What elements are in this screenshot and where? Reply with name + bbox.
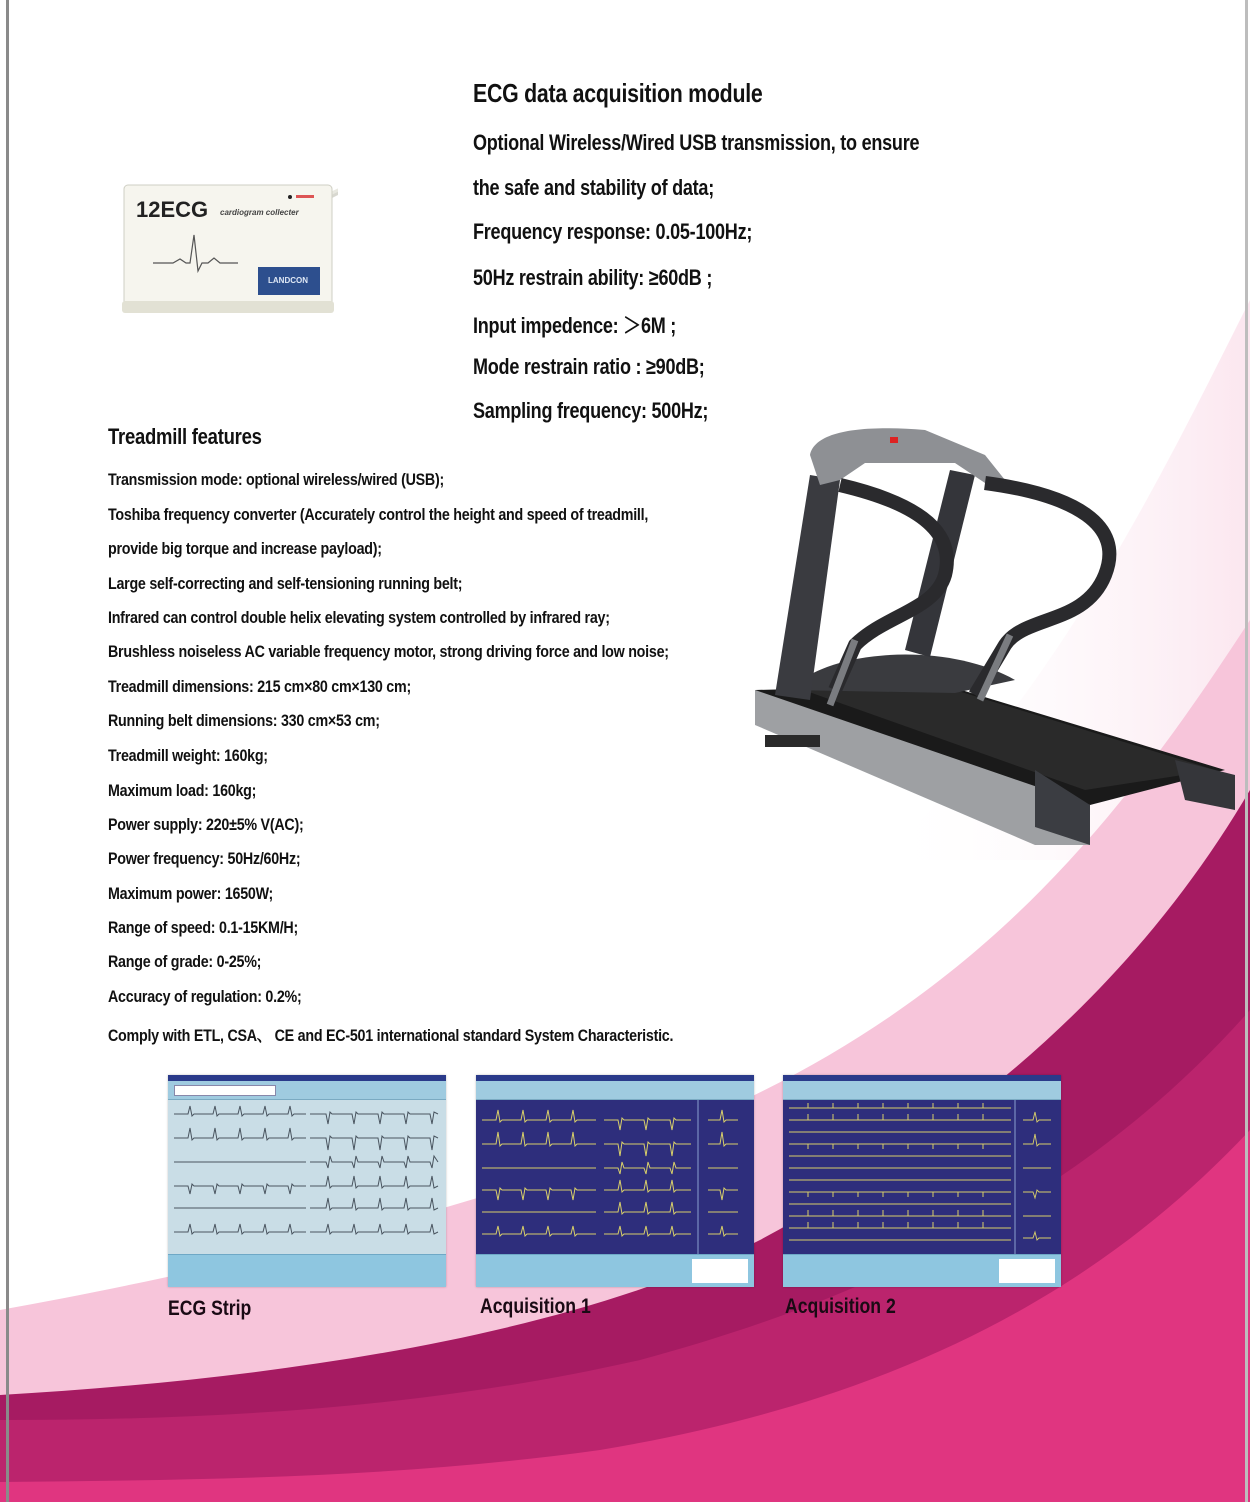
ecg-strip-screenshot [168, 1075, 446, 1287]
acquisition-2-screenshot [783, 1075, 1061, 1287]
ecg-spec-line: 50Hz restrain ability: ≥60dB ; [473, 265, 713, 290]
treadmill-image [745, 425, 1245, 855]
treadmill-feature-line: Range of grade: 0-25%; [108, 952, 262, 971]
treadmill-feature-line: Accuracy of regulation: 0.2%; [108, 987, 302, 1006]
treadmill-feature-line: Transmission mode: optional wireless/wired (USB); [108, 470, 444, 489]
treadmill-features-title: Treadmill features [108, 424, 262, 449]
ecg-device-image [118, 175, 338, 315]
device-brand-text: 12ECG [136, 197, 209, 222]
treadmill-feature-line: Infrared can control double helix elevating system controlled by infrared ray; [108, 608, 610, 627]
ecg-spec-line: Optional Wireless/Wired USB transmission, to ensure [473, 130, 920, 155]
treadmill-feature-line: Comply with ETL, CSA、 CE and EC-501 international standard System Characteristic. [108, 1026, 674, 1045]
treadmill-feature-line: Toshiba frequency converter (Accurately control the height and speed of treadmill, [108, 505, 649, 524]
right-border-line [1245, 0, 1248, 1502]
svg-text:cardiogram collecter: cardiogram collecter [220, 208, 299, 217]
treadmill-feature-line: Maximum load: 160kg; [108, 781, 257, 800]
treadmill-feature-line: Running belt dimensions: 330 cm×53 cm; [108, 711, 380, 730]
acquisition-1-screenshot [476, 1075, 754, 1287]
ecg-spec-line: Sampling frequency: 500Hz; [473, 398, 709, 423]
ecg-spec-line: the safe and stability of data; [473, 175, 714, 200]
ecg-strip-label: ECG Strip [168, 1297, 252, 1320]
treadmill-feature-line: Treadmill dimensions: 215 cm×80 cm×130 cm; [108, 677, 411, 696]
acquisition-2-label: Acquisition 2 [785, 1295, 896, 1318]
left-border-line [6, 0, 9, 1502]
ecg-spec-line: Frequency response: 0.05-100Hz; [473, 219, 753, 244]
ecg-spec-line: Input impedence: ＞6M ; [473, 313, 677, 338]
treadmill-feature-line: Large self-correcting and self-tensioning running belt; [108, 574, 463, 593]
treadmill-feature-line: Power frequency: 50Hz/60Hz; [108, 849, 301, 868]
treadmill-feature-line: Power supply: 220±5% V(AC); [108, 815, 304, 834]
treadmill-feature-line: Brushless noiseless AC variable frequency motor, strong driving force and low noise; [108, 642, 669, 661]
ecg-module-title: ECG data acquisition module [473, 78, 763, 108]
treadmill-feature-line: Range of speed: 0.1-15KM/H; [108, 918, 298, 937]
treadmill-feature-line: Maximum power: 1650W; [108, 884, 274, 903]
treadmill-feature-line: Treadmill weight: 160kg; [108, 746, 268, 765]
acquisition-1-label: Acquisition 1 [480, 1295, 591, 1318]
treadmill-feature-line: provide big torque and increase payload); [108, 539, 382, 558]
ecg-spec-line: Mode restrain ratio : ≥90dB; [473, 354, 705, 379]
svg-text:LANDCON: LANDCON [268, 276, 308, 285]
